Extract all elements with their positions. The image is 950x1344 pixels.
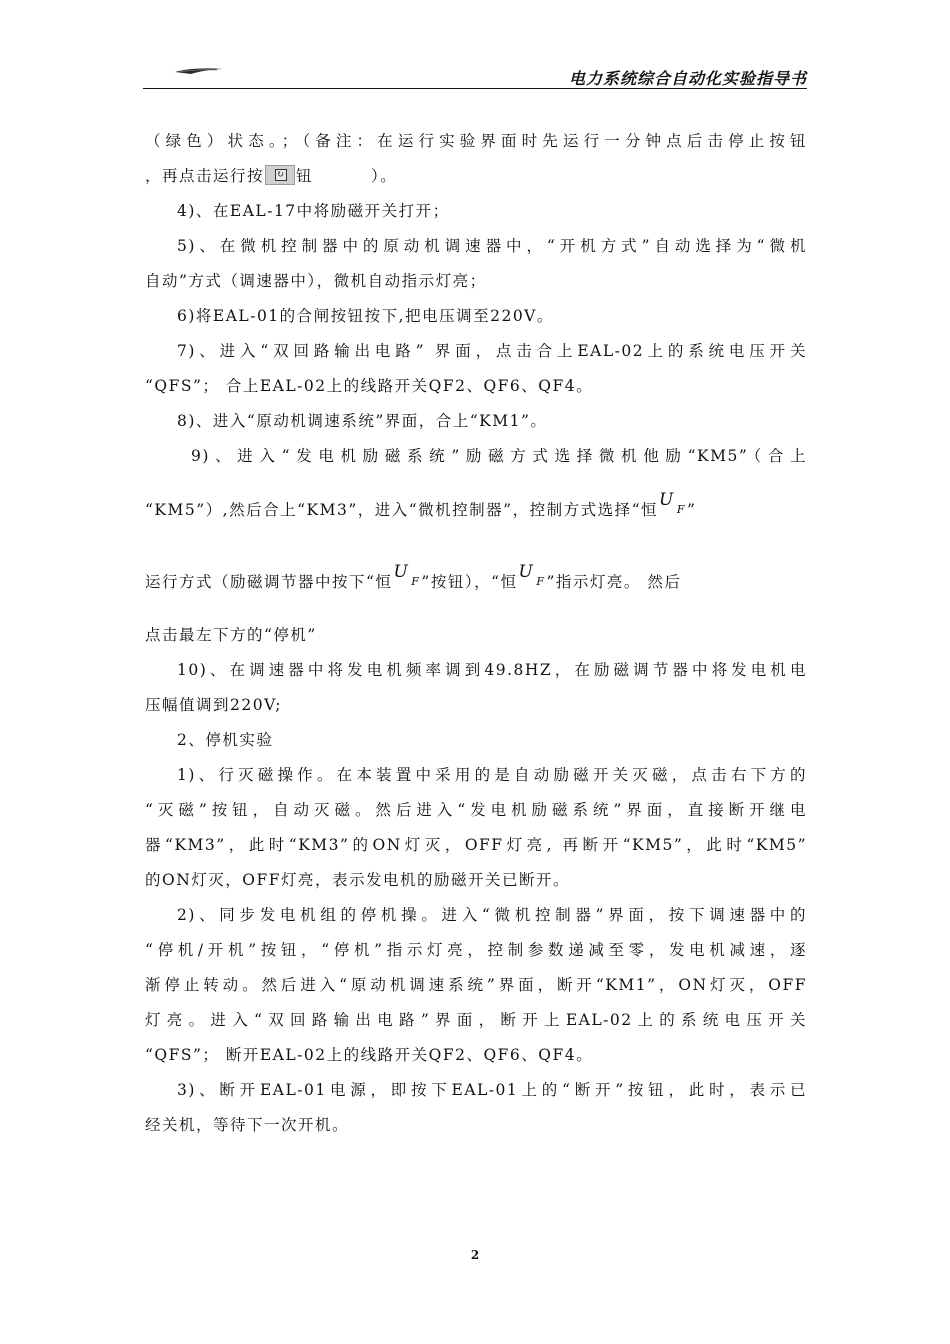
- page-header: [143, 58, 807, 90]
- text-line: “KM5”）,然后合上“KM3”，进入“微机控制器”，控制方式选择“恒U $_F$”: [145, 490, 697, 519]
- text-line: “QFS”； 合上EAL-02上的线路开关QF2、QF6、QF4。: [145, 377, 594, 395]
- header-title: 电力系统综合自动化实验指导书: [568, 69, 807, 88]
- text-line: 渐停止转动。然后进入“原动机调速系统”界面，断开“KM1”，ON灯灭，OFF: [145, 976, 807, 994]
- text-line: （绿色）状态。；（备注：在运行实验界面时先运行一分钟点后击停止按钮: [145, 132, 807, 150]
- header-rule: [143, 88, 807, 89]
- text-line: 灯亮。进入“双回路输出电路”界面，断开上EAL-02上的系统电压开关: [145, 1011, 807, 1029]
- run-button-icon: ↻: [265, 165, 295, 185]
- text-line: 10)、在调速器中将发电机频率调到49.8HZ，在励磁调节器中将发电机电: [177, 661, 807, 679]
- text-line: 点击最左下方的“停机”: [145, 626, 317, 644]
- uf-symbol: U $_F$: [518, 562, 546, 589]
- uf-symbol: U $_F$: [393, 562, 421, 589]
- section-heading: 2、停机实验: [177, 731, 274, 749]
- text-line: 8)、进入“原动机调速系统”界面，合上“KM1”。: [177, 412, 548, 430]
- text-line: 3)、断开EAL-01电源，即按下EAL-01上的“断开”按钮，此时，表示已: [177, 1081, 807, 1099]
- page-number: 2: [470, 1248, 480, 1262]
- text-line: 4)、在EAL-17中将励磁开关打开；: [177, 202, 450, 220]
- text-line: 经关机，等待下一次开机。: [145, 1116, 350, 1134]
- text-line: 1)、行灭磁操作。在本装置中采用的是自动励磁开关灭磁，点击右下方的: [177, 766, 807, 784]
- text-line: 2)、同步发电机组的停机操。进入“微机控制器”界面，按下调速器中的: [177, 906, 807, 924]
- text-line: 自动”方式（调速器中），微机自动指示灯亮；: [145, 272, 487, 290]
- text-line: “停机/开机”按钮，“停机”指示灯亮，控制参数递减至零，发电机减速，逐: [145, 941, 807, 959]
- uf-symbol: U $_F$: [659, 490, 686, 517]
- text-line: 运行方式（励磁调节器中按下“恒U $_F$”按钮），“恒U $_F$”指示灯亮。 然后: [145, 562, 682, 591]
- text-line: “灭磁”按钮，自动灭磁。然后进入“发电机励磁系统”界面，直接断开继电: [145, 801, 807, 819]
- text-line: 5)、在微机控制器中的原动机调速器中，“开机方式”自动选择为“微机: [177, 237, 807, 255]
- document-body: [145, 124, 807, 1143]
- text-line: 9)、进入“发电机励磁系统”励磁方式选择微机他励“KM5”（合上: [191, 447, 807, 465]
- text-line: 压幅值调到220V;: [145, 696, 282, 714]
- logo-icon: [173, 66, 225, 76]
- text-line: 7)、进入“双回路输出电路” 界面，点击合上EAL-02上的系统电压开关: [177, 342, 807, 360]
- text-line: ，再点击运行按 ↻ 钮 ）。: [145, 167, 398, 185]
- text-line: 6)将EAL-01的合闸按钮按下,把电压调至220V。: [177, 307, 554, 325]
- text-line: “QFS”； 断开EAL-02上的线路开关QF2、QF6、QF4。: [145, 1046, 594, 1064]
- text-line: 的ON灯灭，OFF灯亮，表示发电机的励磁开关已断开。: [145, 871, 570, 889]
- text-line: 器“KM3”，此时“KM3”的ON灯灭，OFF灯亮, 再断开“KM5”，此时“KM5”: [145, 836, 807, 854]
